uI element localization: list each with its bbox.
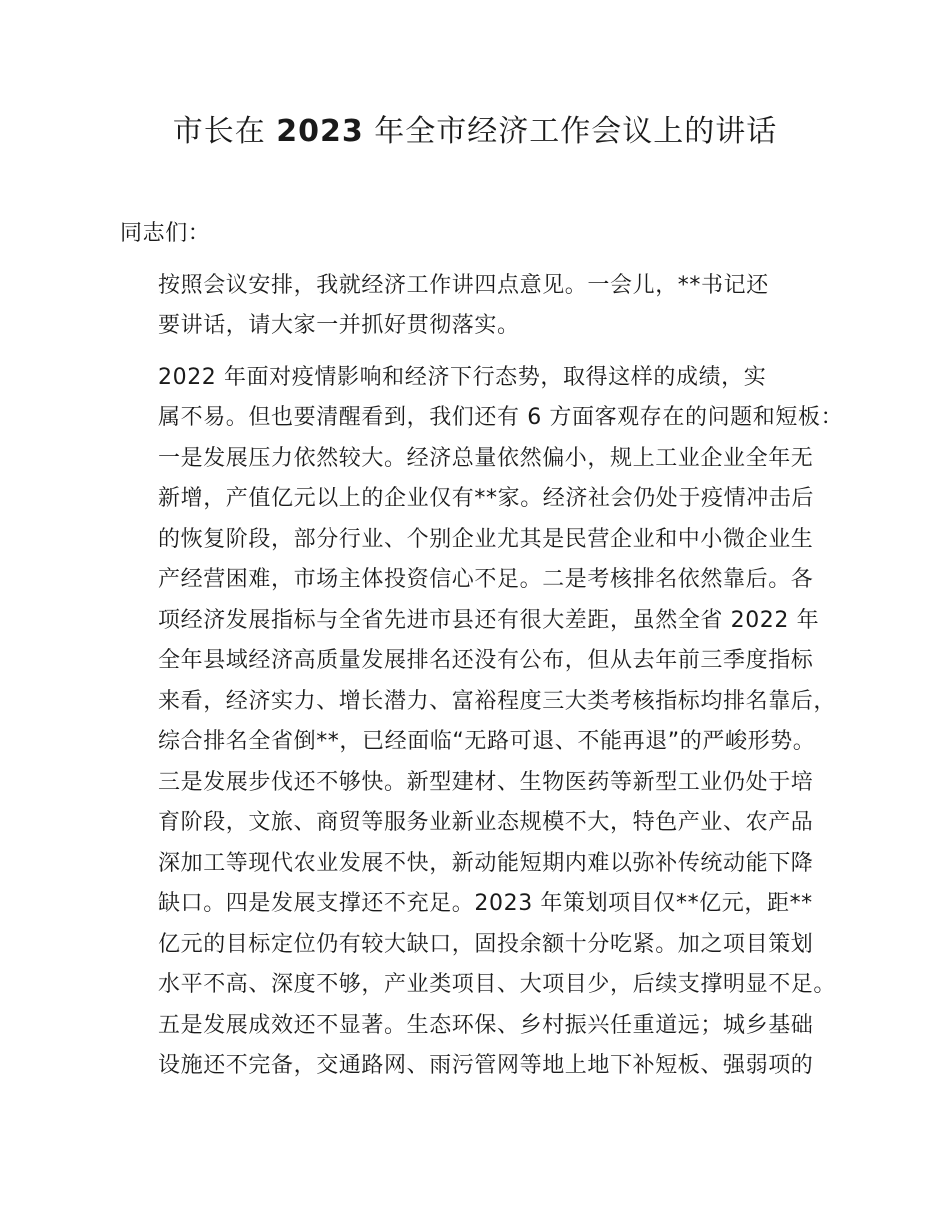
text-line: 要讲话，请大家一并抓好贯彻落实。 bbox=[158, 313, 520, 338]
text-line: 设施还不完备，交通路网、雨污管网等地上地下补短板、强弱项的 bbox=[158, 1053, 814, 1078]
text-line: 育阶段，文旅、商贸等服务业新业态规模不大，特色产业、农产品 bbox=[158, 810, 814, 835]
text-line: 亿元的目标定位仍有较大缺口，固投余额十分吃紧。加之项目策划 bbox=[158, 931, 814, 957]
text-line: 来看，经济实力、增长潜力、富裕程度三大类考核指标均排名靠后， bbox=[158, 688, 837, 714]
paragraph-2 bbox=[120, 358, 865, 1087]
text-line: 综合排名全省倒**，已经面临“无路可退、不能再退”的严峻形势。 bbox=[158, 729, 816, 754]
text-line: 一是发展压力依然较大。经济总量依然偏小，规上工业企业全年无 bbox=[158, 445, 814, 471]
text-line: 五是发展成效还不显著。生态环保、乡村振兴任重道远；城乡基础 bbox=[158, 1012, 814, 1038]
text-line: 深加工等现代农业发展不快，新动能短期内难以弥补传统动能下降 bbox=[158, 850, 814, 876]
text-line: 2022 年面对疫情影响和经济下行态势，取得这样的成绩，实 bbox=[158, 364, 767, 390]
text-line: 水平不高、深度不够，产业类项目、大项目少，后续支撑明显不足。 bbox=[158, 972, 837, 997]
document-body bbox=[120, 214, 865, 1098]
text-line: 按照会议安排，我就经济工作讲四点意见。一会儿，**书记还 bbox=[158, 272, 769, 298]
text-line: 项经济发展指标与全省先进市县还有很大差距，虽然全省 2022 年 bbox=[158, 607, 820, 633]
text-line: 的恢复阶段，部分行业、个别企业尤其是民营企业和中小微企业生 bbox=[158, 526, 814, 552]
text-line: 全年县域经济高质量发展排名还没有公布，但从去年前三季度指标 bbox=[158, 648, 814, 673]
title-prefix: 市长在 bbox=[172, 114, 277, 149]
text-line: 属不易。但也要清醒看到，我们还有 6 方面客观存在的问题和短板： bbox=[158, 405, 844, 430]
title-suffix: 年全市经济工作会议上的讲话 bbox=[363, 114, 778, 149]
salutation: 同志们： bbox=[120, 221, 211, 246]
text-line: 新增，产值亿元以上的企业仅有**家。经济社会仍处于疫情冲击后 bbox=[158, 486, 815, 511]
title-year: 2023 bbox=[276, 114, 364, 149]
text-line: 缺口。四是发展支撑还不充足。2023 年策划项目仅**亿元，距** bbox=[158, 891, 813, 916]
paragraph-1 bbox=[120, 266, 865, 347]
page-title bbox=[0, 112, 950, 152]
text-line: 三是发展步伐还不够快。新型建材、生物医药等新型工业仍处于培 bbox=[158, 769, 814, 795]
text-line: 产经营困难，市场主体投资信心不足。二是考核排名依然靠后。各 bbox=[158, 567, 814, 592]
